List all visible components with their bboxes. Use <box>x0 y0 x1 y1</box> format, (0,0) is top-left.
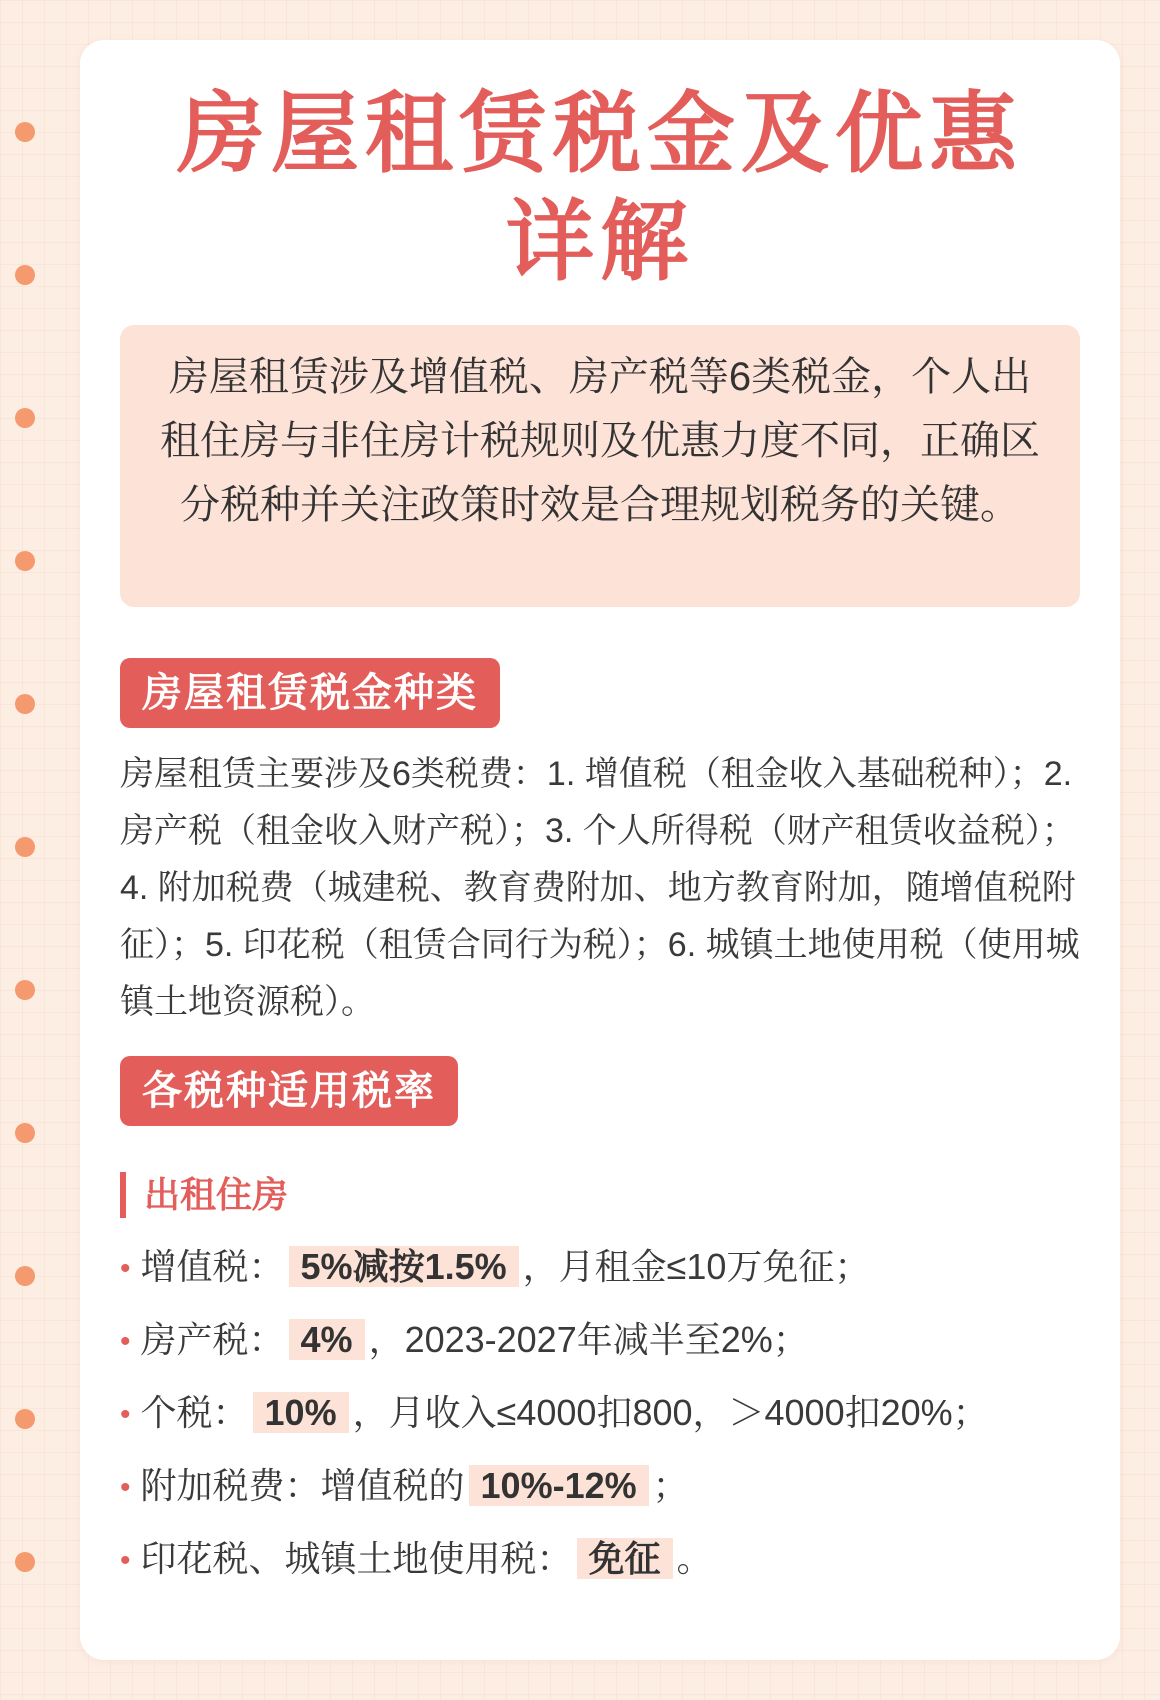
bullet-icon: • <box>120 1544 131 1578</box>
binder-dot <box>15 1409 35 1429</box>
rate-highlight: 10%-12% <box>469 1465 649 1506</box>
rate-highlight: 5%减按1.5% <box>289 1246 519 1287</box>
rate-note: 。 <box>676 1538 713 1579</box>
bullet-icon: • <box>120 1252 131 1286</box>
page-title: 房屋租赁税金及优惠详解 <box>176 84 1023 291</box>
rate-row-stamp-land-tax <box>120 1534 713 1584</box>
binder-dots <box>15 0 35 1700</box>
summary-box: 房屋租赁涉及增值税、房产税等6类税金，个人出租住房与非住房计税规则及优惠力度不同，正确区分税种并关注政策时效是合理规划税务的关键。 <box>120 325 1080 607</box>
binder-dot <box>15 265 35 285</box>
binder-dot <box>15 980 35 1000</box>
tax-types-description: 房屋租赁主要涉及6类税费：1. 增值税（租金收入基础税种）；2. 房产税（租金收入财产税）；3. 个人所得税（财产租赁收益税）；4. 附加税费（城建税、教育费附加、地方教育附加，随增值税附征）；5. 印花税（租赁合同行为税）；6. 城镇土地使用税（使用城镇土地资源税）。 <box>120 755 1080 1021</box>
binder-dot <box>15 122 35 142</box>
binder-dot <box>15 1552 35 1572</box>
rate-label: 增值税： <box>140 1246 285 1287</box>
rate-label: 个税： <box>140 1392 249 1433</box>
rate-note: ，月租金≤10万免征； <box>522 1246 871 1287</box>
rate-note: ； <box>652 1465 689 1506</box>
rate-highlight: 10% <box>253 1392 349 1433</box>
rate-label: 附加税费：增值税的 <box>140 1465 465 1506</box>
binder-dot <box>15 551 35 571</box>
subheading-residential-rental: 出租住房 <box>120 1172 288 1218</box>
rate-label: 房产税： <box>140 1319 285 1360</box>
rate-highlight: 免征 <box>577 1538 673 1579</box>
rate-row-vat <box>120 1242 870 1292</box>
rate-row-income-tax <box>120 1388 989 1438</box>
rate-row-property-tax <box>120 1315 809 1365</box>
binder-dot <box>15 694 35 714</box>
rate-row-surcharges <box>120 1461 689 1511</box>
binder-dot <box>15 837 35 857</box>
bullet-icon: • <box>120 1471 131 1505</box>
bullet-icon: • <box>120 1398 131 1432</box>
section-heading-tax-types: 房屋租赁税金种类 <box>120 658 500 728</box>
binder-dot <box>15 408 35 428</box>
rate-note: ，月收入≤4000扣800，＞4000扣20%； <box>352 1392 989 1433</box>
bullet-icon: • <box>120 1325 131 1359</box>
binder-dot <box>15 1123 35 1143</box>
section-heading-tax-rates: 各税种适用税率 <box>120 1056 458 1126</box>
rate-note: ，2023-2027年减半至2%； <box>368 1319 809 1360</box>
rate-highlight: 4% <box>289 1319 365 1360</box>
rate-label: 印花税、城镇土地使用税： <box>140 1538 573 1579</box>
binder-dot <box>15 1266 35 1286</box>
